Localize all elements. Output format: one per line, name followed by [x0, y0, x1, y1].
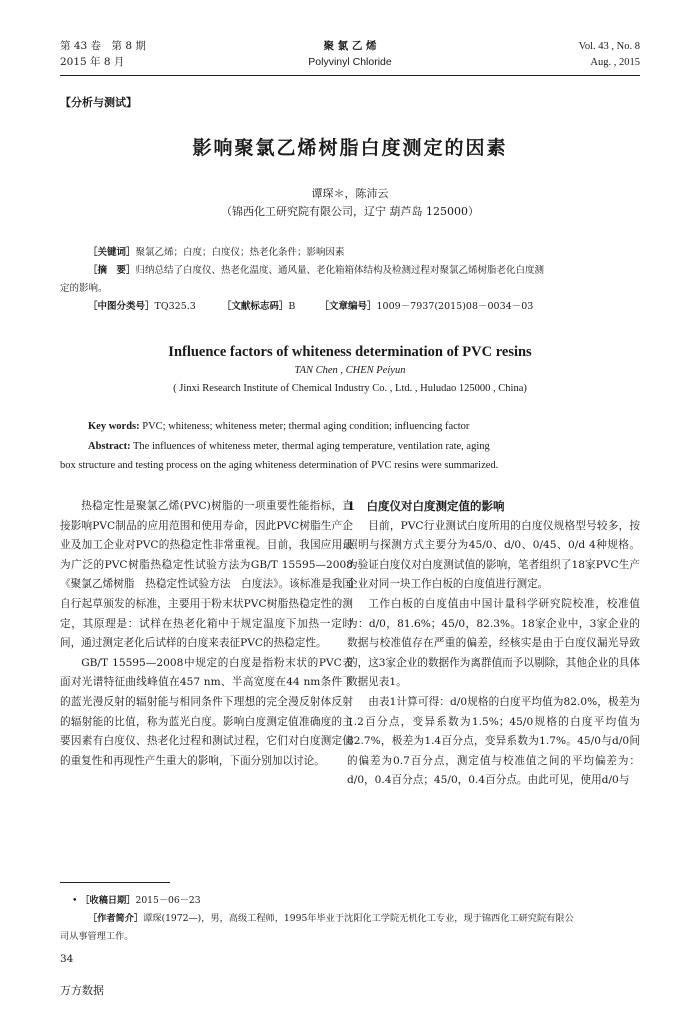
classification-row — [88, 299, 533, 315]
abstract-en-line2: box structure and testing process on the aging whiteness determination of PVC resins were summarized. — [60, 460, 499, 471]
section1-paragraph-2: 工作白板的白度值由中国计量科学研究院校准，校准值为：d/0，81.6%；45/0，82.3%。18家企业中，3家企业的数据与校准值存在严重的偏差，经核实是由于白度仪漏光导致的，这3家企业的数据作为离群值而予以剔除，其他企业的具体数据见表1。 — [347, 597, 640, 689]
author-bio-label: ［作者简介］ — [88, 913, 144, 924]
title-en: Influence factors of whiteness determination of PVC resins — [168, 344, 532, 360]
section1-paragraph-3: 由表1计算可得：d/0规格的白度平均值为82.0%，极差为1.2百分点，变异系数为1.5%；45/0规格的白度平均值为82.7%，极差为1.4百分点，变异系数为1.7%。45/0与d/0间的偏差为0.7百分点，测定值与校准值之间的平均偏差为：d/0，0.4百分点；45/0，0.4百分点。由此可见，使用d/0与 — [347, 695, 640, 787]
abstract-cn-line1: 归纳总结了白度仪、热老化温度、通风量、老化箱箱体结构及检测过程对聚氯乙烯树脂老化白度测 — [135, 265, 545, 276]
title-cn: 影响聚氯乙烯树脂白度测定的因素 — [192, 137, 508, 159]
header-divider — [60, 75, 640, 76]
doc-code-value: B — [288, 301, 296, 312]
header-journal-cn: 聚 氯 乙 烯 — [323, 40, 377, 52]
doc-code-label: ［文献标志码］ — [221, 301, 289, 312]
body-right-column — [347, 497, 640, 791]
footnote-author — [88, 911, 640, 927]
bullet: • — [72, 895, 81, 906]
abstract-en — [88, 438, 640, 455]
clc-value: TQ325.3 — [154, 301, 196, 312]
header-journal-en: Polyvinyl Chloride — [308, 56, 392, 68]
authors-cn: 谭琛＊，陈沛云 — [311, 187, 389, 200]
affiliation-en: ( Jinxi Research Institute of Chemical Industry Co. , Ltd. , Huludao 125000 , China) — [173, 383, 527, 394]
abstract-cn-line2: 定的影响。 — [60, 283, 108, 294]
author-bio-line2: 司从事管理工作。 — [60, 931, 134, 942]
keywords-en-label: Key words: — [88, 421, 140, 432]
section1-paragraph-1: 目前，PVC行业测试白度所用的白度仪规格型号较多，按照明与探测方式主要分为45/0、d/0、0/45、0/d 4种规格。为验证白度仪对白度测试值的影响，笔者组织了18家PVC生产企业对同一块工作白板的白度值进行测定。 — [347, 519, 640, 591]
header-volume: 第 43 卷 第 8 期 — [60, 40, 146, 52]
received-value: 2015－06－23 — [135, 895, 201, 906]
keywords-cn — [88, 245, 345, 261]
received-label: ［收稿日期］ — [80, 895, 136, 906]
abstract-en-line1: The influences of whiteness meter, thermal aging temperature, ventilation rate, aging — [133, 441, 490, 452]
author-bio-line1: 谭琛(1972—)，男，高级工程师，1995年毕业于沈阳化工学院无机化工专业，现于锦西化工研究院有限公 — [143, 913, 574, 924]
keywords-en-text: PVC; whiteness; whiteness meter; thermal aging condition; influencing factor — [142, 421, 470, 432]
keywords-cn-label: ［关键词］ — [88, 247, 136, 258]
body-left-column — [60, 497, 353, 771]
clc-label: ［中图分类号］ — [88, 301, 155, 312]
footnote-received — [72, 893, 201, 909]
abstract-cn-label: ［摘 要］ — [88, 265, 136, 276]
affiliation-cn: （锦西化工研究院有限公司，辽宁 葫芦岛 125000） — [221, 205, 479, 218]
authors-en: TAN Chen , CHEN Peiyun — [294, 365, 406, 376]
section-heading-1: 1 白度仪对白度测定值的影响 — [347, 499, 505, 513]
header-date: 2015 年 8 月 — [60, 56, 125, 68]
header-date-en: Aug. , 2015 — [590, 57, 640, 68]
abstract-cn — [88, 263, 640, 279]
keywords-cn-text: 聚氯乙烯；白度；白度仪；热老化条件；影响因素 — [135, 247, 345, 258]
header-vol-en: Vol. 43 , No. 8 — [578, 41, 640, 52]
page-number: 34 — [60, 953, 74, 965]
intro-paragraph-2: GB/T 15595—2008中规定的白度是指粉末状的PVC表面对光谱特征曲线峰值在457 nm、半高宽度在44 nm条件下的蓝光漫反射的辐射能与相同条件下理想的完全漫反射体反射的辐射能的比值，称为蓝光白度。影响白度测定值准确度的主要因素有白度仪、热老化过程和测试过程，它们对白度测定值的重复性和再现性产生重大的影响，下面分别加以讨论。 — [60, 656, 353, 767]
article-no-value: 1009－7937(2015)08－0034－03 — [376, 301, 534, 312]
footnote-divider — [60, 882, 170, 883]
keywords-en — [88, 418, 469, 435]
article-no-label: ［文章编号］ — [319, 301, 377, 312]
abstract-en-label: Abstract: — [88, 441, 131, 452]
intro-paragraph-1: 热稳定性是聚氯乙烯(PVC)树脂的一项重要性能指标，直接影响PVC制品的应用范围和使用寿命，因此PVC树脂生产企业及加工企业对PVC的热稳定性非常重视。目前，我国应用最为广泛的PVC树脂热稳定性试验方法为GB/T 15595—2008《聚氯乙烯树脂 热稳定性试验方法 白度法》。该标准是我国自行起草颁发的标准，主要用于粉末状PVC树脂热稳定性的测定，其原理是：试样在热老化箱中于规定温度下加热一定时间，通过测定老化后试样的白度来表征PVC的热稳定性。 — [60, 500, 353, 650]
section-tag: 【分析与测试】 — [60, 96, 137, 109]
watermark: 万方数据 — [60, 984, 104, 997]
